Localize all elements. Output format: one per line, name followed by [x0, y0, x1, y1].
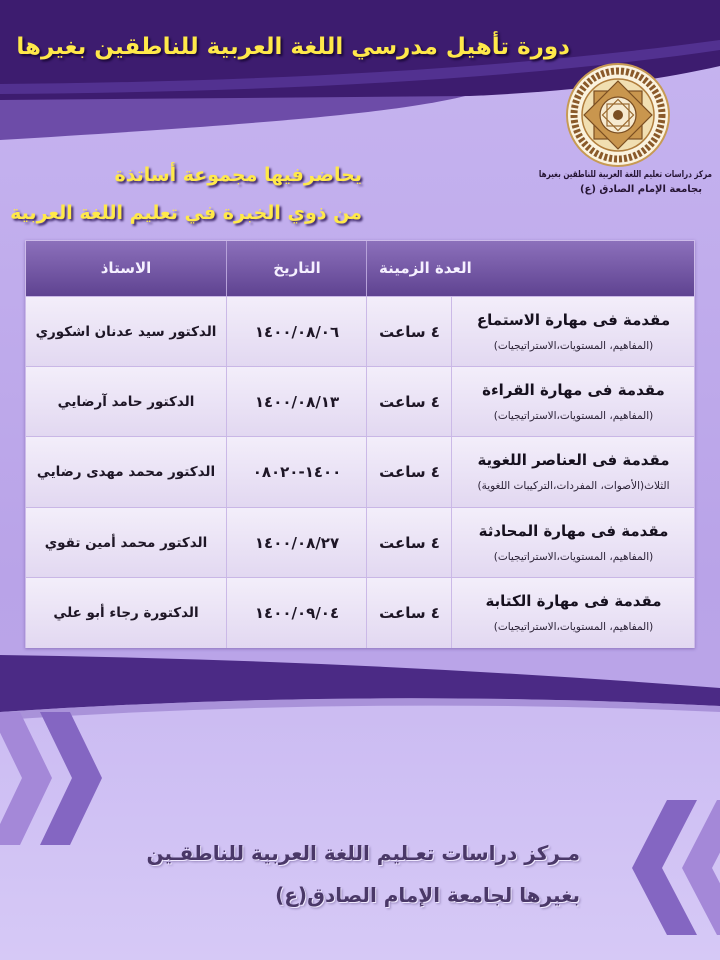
course-title: مقدمة فى مهارة المحادثة — [478, 521, 669, 540]
duration-value: ٤ ساعت — [379, 393, 440, 412]
date-cell — [226, 437, 367, 507]
course-details: (المفاهيم، المستويات،الاستراتيجيات) — [493, 340, 654, 352]
logo-caption — [532, 168, 712, 197]
logo-caption-line2: بجامعة الإمام الصادق (ع) — [579, 184, 702, 195]
footer-line1: مـركز دراسات تعـليم اللغة العربية للناطقـين — [146, 841, 580, 865]
table-row — [26, 507, 694, 578]
teacher-cell: الدكتورة رجاء أبو علي — [53, 604, 199, 621]
subtitle-line1: يحاضرفيها مجموعة أساتذة — [114, 164, 362, 186]
table-row — [26, 577, 694, 648]
footer-background — [0, 696, 720, 960]
duration-cell — [366, 578, 452, 648]
course-cell — [451, 297, 695, 367]
date-value: ١٤٠٠/٠٨/٢٧ — [254, 533, 340, 552]
course-title: مقدمة فى العناصر اللغوية — [477, 451, 670, 470]
course-cell — [451, 578, 695, 648]
table-row — [26, 296, 694, 367]
duration-value: ٤ ساعت — [379, 323, 440, 341]
page-title: دورة تأهيل مدرسي اللغة العربية للناطقين بغيرها — [16, 34, 570, 60]
course-details: الثلاث(الأصوات، المفردات،التركيبات اللغوية) — [477, 480, 670, 493]
logo-caption-line1: مركز دراسات تعليم اللغة العربية للناطقين بغيرها — [538, 170, 712, 180]
course-cell — [451, 508, 695, 578]
course-details: (المفاهيم، المستويات،الاستراتيجيات) — [493, 620, 654, 633]
logo-center-dot — [613, 110, 623, 120]
center-logo-emblem — [567, 64, 669, 166]
course-title: مقدمة فى مهارة الكتابة — [485, 591, 662, 610]
course-cell — [451, 437, 695, 507]
table-row — [26, 436, 694, 507]
course-title: مقدمة فى مهارة القراءة — [482, 381, 665, 400]
date-value: ١٤٠٠/٠٨/٠٦ — [254, 323, 340, 341]
table-header — [26, 241, 694, 296]
header-teacher: الاستاذ — [100, 259, 152, 277]
footer-text — [146, 832, 580, 916]
duration-cell — [366, 508, 452, 578]
header-date: التاريخ — [226, 241, 367, 296]
duration-value: ٤ ساعت — [379, 533, 440, 552]
duration-cell — [366, 437, 452, 507]
subtitle — [10, 156, 362, 232]
duration-value: ٤ ساعت — [379, 603, 440, 622]
date-cell — [226, 297, 367, 367]
teacher-cell: الدكتور محمد مهدى رضايي — [36, 464, 216, 481]
course-title: مقدمة فى مهارة الاستماع — [476, 311, 671, 329]
teacher-cell: الدكتور سيد عدنان اشكوري — [35, 324, 217, 340]
course-details: (المفاهيم، المستويات،الاستراتيجيات) — [493, 410, 654, 423]
date-value: ١٤٠٠-٠٨٠٢٠ — [252, 463, 342, 482]
footer-line2: بغيرها لجامعة الإمام الصادق(ع) — [275, 883, 580, 907]
teacher-cell: الدكتور حامد آرضايي — [57, 394, 195, 411]
duration-cell — [366, 367, 452, 437]
duration-value: ٤ ساعت — [379, 463, 440, 482]
course-cell — [451, 367, 695, 437]
date-cell — [226, 578, 367, 648]
date-value: ١٤٠٠/٠٨/١٣ — [254, 393, 340, 412]
table-row — [26, 366, 694, 437]
date-value: ١٤٠٠/٠٩/٠٤ — [254, 603, 340, 622]
date-cell — [226, 367, 367, 437]
subtitle-line2: من ذوي الخبرة في تعليم اللغة العربية — [10, 202, 362, 224]
teacher-cell: الدكتور محمد أمين تقوي — [44, 534, 208, 551]
schedule-table — [25, 240, 695, 648]
course-details: (المفاهيم، المستويات،الاستراتيجيات) — [493, 550, 654, 563]
header-duration: العدة الزمينة — [366, 241, 695, 296]
date-cell — [226, 508, 367, 578]
duration-cell — [366, 297, 452, 367]
